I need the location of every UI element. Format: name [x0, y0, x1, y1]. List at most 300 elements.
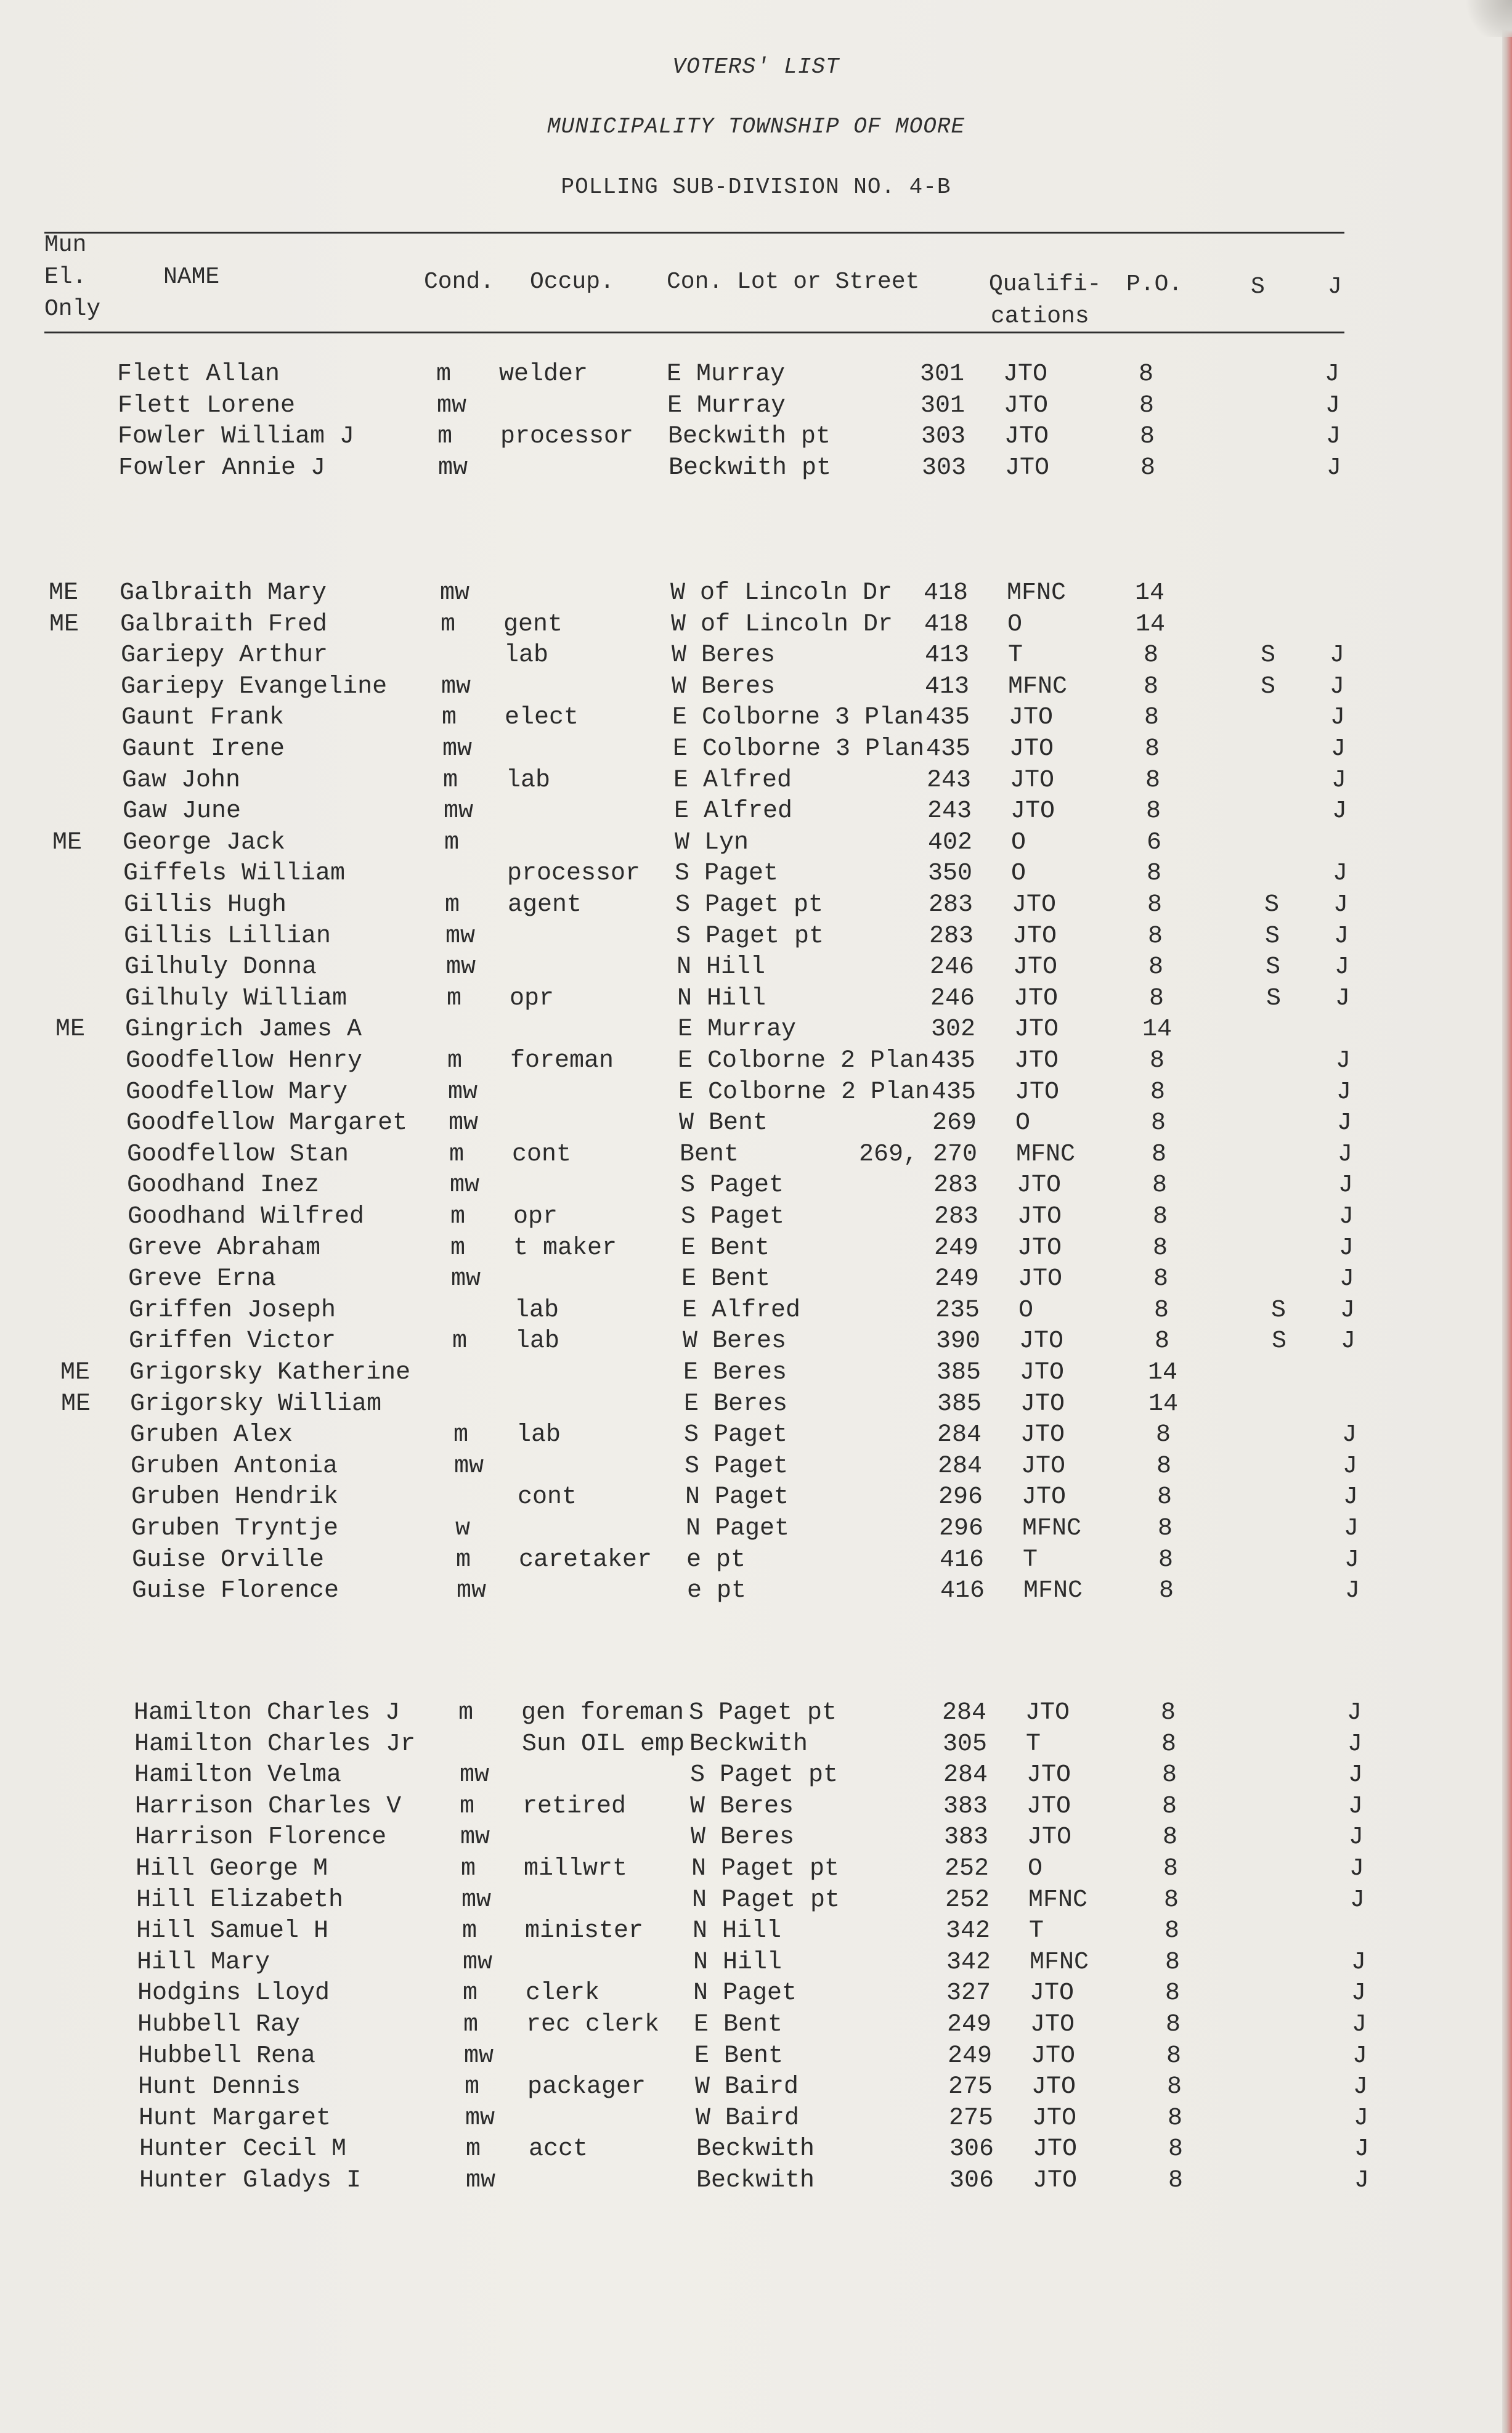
list-title: VOTERS' LIST	[672, 54, 840, 79]
cell-lot: 283	[929, 923, 973, 950]
cell-qual: JTO	[1013, 953, 1058, 981]
cell-s: S	[1261, 642, 1276, 669]
cell-lot: 284	[943, 1761, 988, 1789]
cell-street: E Colborne 3 Plan	[672, 704, 924, 732]
cell-name: Greve Abraham	[128, 1234, 321, 1262]
cell-lot: 435	[925, 704, 970, 732]
cell-occup: welder	[499, 361, 588, 388]
cell-j: J	[1330, 673, 1345, 701]
header-rule-bottom	[44, 332, 1344, 333]
cell-lot: 402	[927, 829, 972, 857]
cell-qual: MFNC	[1028, 1886, 1088, 1914]
cell-street: W Beres	[683, 1327, 787, 1355]
cell-name: Gillis Lillian	[124, 923, 331, 950]
cell-po: 14	[1142, 1016, 1172, 1043]
cell-lot: 327	[946, 1979, 991, 2007]
cell-po: 8	[1144, 735, 1160, 763]
cell-name: Hodgins Lloyd	[137, 1979, 330, 2007]
cell-street: S Paget pt	[675, 891, 824, 919]
cell-qual: JTO	[1014, 1016, 1059, 1043]
cell-j: J	[1354, 2135, 1370, 2163]
cell-cond: m	[466, 2135, 481, 2163]
cell-s: S	[1264, 891, 1280, 919]
cell-po: 8	[1150, 1078, 1165, 1106]
cell-po: 8	[1152, 1203, 1168, 1231]
cell-lot: 435	[930, 1047, 975, 1075]
cell-cond: mw	[442, 735, 473, 763]
cell-cond: m	[447, 985, 462, 1013]
cell-qual: JTO	[1012, 891, 1057, 919]
cell-street: Bent	[680, 1141, 739, 1168]
cell-street: S Paget	[680, 1172, 784, 1199]
cell-cond: m	[450, 1234, 466, 1262]
cell-po: 8	[1143, 673, 1158, 701]
cell-street: S Paget	[675, 860, 779, 887]
cell-name: Griffen Victor	[129, 1327, 336, 1355]
cell-occup: lab	[506, 767, 551, 794]
cell-cond: m	[465, 2073, 480, 2101]
cell-name: Hunter Cecil M	[139, 2135, 347, 2163]
cell-lot: 305	[942, 1730, 987, 1758]
cell-j: J	[1334, 923, 1349, 950]
cell-street: N Hill	[677, 985, 766, 1013]
cell-j: J	[1339, 1234, 1354, 1262]
col-mun-line2: El.	[44, 264, 87, 290]
cell-lot: 418	[923, 579, 968, 607]
cell-j: J	[1339, 1203, 1354, 1231]
cell-name: Hamilton Charles J	[134, 1699, 400, 1727]
cell-cond: m	[441, 611, 456, 638]
cell-cond: mw	[450, 1172, 480, 1199]
cell-cond: m	[463, 2011, 479, 2039]
cell-j: J	[1333, 860, 1348, 887]
cell-lot: 296	[938, 1515, 983, 1543]
col-qual-line1: Qualifi-	[989, 271, 1102, 298]
cell-j: J	[1337, 1109, 1352, 1137]
cell-lot: 283	[933, 1172, 978, 1199]
cell-name: Hunter Gladys I	[139, 2167, 362, 2195]
cell-cond: mw	[437, 392, 467, 420]
cell-po: 8	[1148, 953, 1163, 981]
cell-j: J	[1352, 2011, 1367, 2039]
cell-po: 6	[1146, 829, 1161, 857]
cell-po: 8	[1161, 1730, 1176, 1758]
cell-j: J	[1349, 1824, 1364, 1851]
cell-name: Hill Mary	[137, 1949, 270, 1976]
cell-po: 8	[1164, 1979, 1180, 2007]
cell-occup: lab	[515, 1327, 560, 1355]
cell-qual: T	[1026, 1730, 1041, 1758]
cell-name: Guise Florence	[132, 1577, 339, 1605]
cell-lot: 252	[944, 1855, 989, 1883]
cell-j: J	[1343, 1453, 1358, 1480]
cell-po: 8	[1166, 2073, 1182, 2101]
cell-street: E Beres	[684, 1390, 788, 1418]
cell-lot: 383	[943, 1793, 988, 1820]
cell-j: J	[1331, 767, 1347, 794]
cell-j: J	[1340, 1297, 1356, 1324]
cell-street: S Paget	[685, 1453, 789, 1480]
cell-po: 8	[1147, 891, 1162, 919]
cell-po: 14	[1135, 611, 1165, 638]
cell-street: e pt	[687, 1577, 747, 1605]
col-mun-line1: Mun	[44, 232, 87, 258]
cell-j: J	[1330, 704, 1346, 732]
cell-po: 14	[1147, 1359, 1177, 1387]
cell-po: 8	[1166, 2042, 1181, 2070]
cell-occup: millwrt	[524, 1855, 628, 1883]
cell-po: 14	[1148, 1390, 1178, 1418]
cell-j: J	[1332, 797, 1347, 825]
cell-street: W Beres	[672, 673, 776, 701]
cell-name: Goodhand Inez	[127, 1172, 320, 1199]
cell-street: E Murray	[678, 1016, 797, 1043]
cell-j: J	[1347, 1730, 1363, 1758]
cell-name: Gruben Antonia	[131, 1453, 338, 1480]
cell-qual: JTO	[1012, 923, 1057, 950]
cell-occup: opr	[513, 1203, 558, 1231]
cell-lot: 249	[946, 2011, 991, 2039]
cell-cond: m	[461, 1855, 476, 1883]
cell-qual: JTO	[1014, 1047, 1059, 1075]
cell-qual: JTO	[1033, 2135, 1078, 2163]
cell-street: Beckwith pt	[668, 423, 831, 450]
cell-po: 8	[1139, 392, 1154, 420]
cell-qual: JTO	[1026, 1761, 1071, 1789]
cell-cond: mw	[466, 2167, 496, 2195]
cell-po: 8	[1164, 1949, 1180, 1976]
cell-qual: JTO	[1010, 767, 1055, 794]
header-rule-top	[44, 232, 1344, 234]
cell-qual: JTO	[1030, 2011, 1075, 2039]
cell-cond: mw	[449, 1109, 479, 1137]
cell-occup: t maker	[513, 1234, 617, 1262]
col-j: J	[1328, 274, 1342, 300]
cell-j: J	[1353, 2073, 1368, 2101]
cell-name: Goodfellow Henry	[126, 1047, 363, 1075]
cell-occup: cont	[512, 1141, 572, 1168]
cell-j: J	[1331, 735, 1346, 763]
cell-street: Beckwith pt	[669, 454, 832, 482]
cell-lot: 303	[921, 423, 965, 450]
cell-qual: JTO	[1003, 361, 1048, 388]
cell-j: J	[1335, 985, 1351, 1013]
col-qual-line2: cations	[991, 303, 1089, 330]
cell-lot: 246	[930, 985, 975, 1013]
cell-street: E Colborne 3 Plan	[673, 735, 925, 763]
cell-qual: JTO	[1019, 1327, 1064, 1355]
cell-qual: O	[1018, 1297, 1034, 1324]
cell-street: E Murray	[667, 361, 786, 388]
cell-occup: packager	[527, 2073, 646, 2101]
cell-mun: ME	[60, 1359, 91, 1387]
cell-qual: MFNC	[1007, 579, 1067, 607]
cell-po: 8	[1153, 1265, 1168, 1293]
cell-j: J	[1344, 1546, 1360, 1574]
cell-street: W Beres	[691, 1824, 795, 1851]
cell-name: Giffels William	[123, 860, 346, 887]
cell-lot: 302	[930, 1016, 975, 1043]
cell-name: Goodhand Wilfred	[128, 1203, 365, 1231]
cell-name: Hamilton Velma	[134, 1761, 342, 1789]
cell-cond: m	[463, 1979, 478, 2007]
cell-qual: O	[1015, 1109, 1031, 1137]
cell-j: J	[1343, 1483, 1359, 1511]
cell-po: 8	[1157, 1515, 1173, 1543]
cell-qual: JTO	[1032, 2105, 1077, 2132]
cell-qual: MFNC	[1023, 1577, 1083, 1605]
cell-name: Gruben Hendrik	[131, 1483, 339, 1511]
cell-j: J	[1330, 642, 1345, 669]
cell-lot: 416	[940, 1577, 985, 1605]
cell-j: J	[1354, 2105, 1369, 2132]
cell-qual: JTO	[1020, 1359, 1065, 1387]
cell-mun: ME	[52, 829, 83, 857]
cell-cond: mw	[440, 579, 470, 607]
cell-cond: mw	[438, 454, 468, 482]
cell-cond: m	[450, 1203, 466, 1231]
cell-po: 8	[1149, 1047, 1164, 1075]
cell-cond: m	[437, 423, 453, 450]
cell-j: J	[1351, 1979, 1367, 2007]
cell-j: J	[1325, 392, 1341, 420]
cell-name: Harrison Charles V	[135, 1793, 402, 1820]
cell-s: S	[1265, 923, 1280, 950]
cell-qual: T	[1008, 642, 1023, 669]
cell-j: J	[1335, 953, 1350, 981]
cell-occup: lab	[514, 1297, 559, 1324]
cell-street: N Paget	[686, 1515, 790, 1543]
cell-name: Gingrich James A	[125, 1016, 362, 1043]
cell-cond: mw	[457, 1577, 487, 1605]
cell-qual: O	[1011, 829, 1026, 857]
cell-cond: m	[447, 1047, 463, 1075]
cell-lot: 435	[925, 735, 970, 763]
col-con-lot-street: Con. Lot or Street	[667, 269, 920, 295]
cell-j: J	[1349, 1855, 1365, 1883]
cell-qual: JTO	[1027, 1824, 1072, 1851]
cell-occup: clerk	[526, 1979, 600, 2007]
cell-street: E Beres	[683, 1359, 787, 1387]
cell-lot: 269	[932, 1109, 977, 1137]
cell-po: 8	[1168, 2167, 1183, 2195]
cell-qual: JTO	[1033, 2167, 1078, 2195]
cell-po: 8	[1158, 1577, 1174, 1605]
cell-qual: T	[1029, 1917, 1044, 1945]
cell-occup: Sun OIL emp	[522, 1730, 685, 1758]
cell-street: E Colborne 2 Plan	[678, 1078, 930, 1106]
cell-name: Hubbell Ray	[137, 2011, 301, 2039]
cell-po: 8	[1152, 1234, 1168, 1262]
cell-cond: mw	[463, 1949, 493, 1976]
cell-cond: mw	[448, 1078, 478, 1106]
cell-name: Fowler William J	[118, 423, 355, 450]
cell-po: 8	[1161, 1761, 1177, 1789]
col-s: S	[1251, 274, 1265, 300]
cell-lot: 435	[931, 1078, 976, 1106]
cell-cond: mw	[461, 1886, 492, 1914]
cell-j: J	[1344, 1515, 1359, 1543]
cell-po: 8	[1164, 1917, 1179, 1945]
cell-name: Hubbell Rena	[138, 2042, 316, 2070]
cell-name: Goodfellow Mary	[126, 1078, 348, 1106]
cell-j: J	[1348, 1761, 1364, 1789]
cell-cond: mw	[465, 2105, 495, 2132]
cell-po: 8	[1145, 767, 1160, 794]
cell-j: J	[1338, 1141, 1353, 1168]
cell-qual: JTO	[1021, 1453, 1066, 1480]
cell-s: S	[1261, 673, 1276, 701]
cell-po: 8	[1148, 985, 1164, 1013]
cell-name: Greve Erna	[128, 1265, 277, 1293]
cell-j: J	[1341, 1327, 1356, 1355]
cell-cond: m	[458, 1699, 474, 1727]
cell-street: S Paget	[681, 1203, 785, 1231]
cell-po: 14	[1134, 579, 1164, 607]
cell-name: Hamilton Charles Jr	[134, 1730, 416, 1758]
cell-s: S	[1266, 985, 1282, 1013]
cell-cond: m	[436, 361, 452, 388]
cell-occup: processor	[507, 860, 641, 887]
cell-cond: mw	[460, 1824, 490, 1851]
cell-j: J	[1333, 891, 1349, 919]
cell-lot: 413	[924, 642, 969, 669]
cell-qual: JTO	[1031, 2073, 1076, 2101]
cell-occup: foreman	[510, 1047, 614, 1075]
cell-lot: 303	[921, 454, 966, 482]
cell-lot: 275	[948, 2105, 993, 2132]
cell-occup: lab	[504, 642, 549, 669]
cell-j: J	[1339, 1265, 1355, 1293]
cell-po: 8	[1143, 642, 1158, 669]
cell-occup: acct	[529, 2135, 588, 2163]
cell-cond: m	[462, 1917, 478, 1945]
cell-j: J	[1351, 1949, 1367, 1976]
cell-street: e pt	[686, 1546, 746, 1574]
cell-mun: ME	[49, 579, 79, 607]
cell-street: N Hill	[693, 1917, 782, 1945]
cell-j: J	[1325, 361, 1340, 388]
page-corner-curl	[1457, 0, 1512, 37]
cell-qual: JTO	[1004, 392, 1049, 420]
cell-street: E Alfred	[682, 1297, 801, 1324]
cell-qual: JTO	[1030, 1979, 1075, 2007]
col-mun-line3: Only	[44, 296, 101, 322]
cell-occup: gen foreman	[521, 1699, 685, 1727]
cell-occup: opr	[510, 985, 555, 1013]
cell-lot: 243	[926, 767, 971, 794]
cell-name: Flett Lorene	[118, 392, 296, 420]
cell-qual: JTO	[1010, 797, 1055, 825]
cell-name: Gaunt Frank	[121, 704, 285, 732]
cell-po: 8	[1155, 1421, 1171, 1449]
cell-po: 8	[1147, 923, 1163, 950]
cell-qual: JTO	[1005, 454, 1050, 482]
cell-name: Flett Allan	[117, 361, 280, 388]
cell-lot: 342	[946, 1949, 991, 1976]
cell-street: W Baird	[695, 2073, 799, 2101]
cell-po: 8	[1156, 1453, 1171, 1480]
cell-lot: 235	[935, 1297, 980, 1324]
cell-qual: O	[1007, 611, 1023, 638]
cell-occup: gent	[503, 611, 563, 638]
cell-name: Grigorsky William	[130, 1390, 382, 1418]
cell-qual: O	[1028, 1855, 1043, 1883]
cell-name: Gillis Hugh	[124, 891, 287, 919]
cell-street: N Paget pt	[692, 1886, 840, 1914]
cell-qual: JTO	[1017, 1203, 1062, 1231]
cell-name: Hunt Margaret	[139, 2105, 331, 2132]
cell-cond: w	[455, 1515, 471, 1543]
cell-name: Gruben Tryntje	[131, 1515, 339, 1543]
cell-street: Beckwith	[696, 2135, 815, 2163]
cell-street: W Beres	[690, 1793, 794, 1820]
cell-mun: ME	[61, 1390, 91, 1418]
cell-qual: JTO	[1025, 1699, 1070, 1727]
cell-mun: ME	[49, 611, 79, 638]
cell-j: J	[1342, 1421, 1357, 1449]
cell-lot: 383	[943, 1824, 988, 1851]
cell-qual: MFNC	[1030, 1949, 1089, 1976]
cell-po: 8	[1163, 1855, 1178, 1883]
cell-name: Hill Samuel H	[136, 1917, 329, 1945]
cell-cond: m	[456, 1546, 471, 1574]
cell-qual: MFNC	[1016, 1141, 1076, 1168]
cell-j: J	[1350, 1886, 1365, 1914]
cell-name: Galbraith Fred	[120, 611, 328, 638]
cell-street: S Paget pt	[676, 923, 824, 950]
col-cond: Cond.	[424, 269, 495, 295]
cell-qual: JTO	[1017, 1172, 1062, 1199]
cell-name: Gilhuly Donna	[124, 953, 317, 981]
cell-cond: m	[453, 1421, 469, 1449]
cell-qual: O	[1011, 860, 1026, 887]
cell-street: E Alfred	[674, 797, 793, 825]
cell-j: J	[1347, 1699, 1362, 1727]
cell-cond: m	[445, 891, 460, 919]
cell-lot: 252	[945, 1886, 990, 1914]
cell-s: S	[1266, 953, 1281, 981]
subdivision-line: POLLING SUB-DIVISION NO. 4-B	[561, 174, 951, 200]
cell-po: 8	[1144, 704, 1159, 732]
cell-po: 8	[1163, 1886, 1179, 1914]
cell-lot: 306	[949, 2167, 994, 2195]
cell-cond: m	[442, 704, 457, 732]
cell-occup: retired	[522, 1793, 627, 1820]
cell-po: 8	[1146, 860, 1161, 887]
cell-cond: mw	[445, 923, 476, 950]
cell-qual: JTO	[1009, 704, 1054, 732]
cell-cond: m	[443, 767, 458, 794]
cell-name: Hunt Dennis	[138, 2073, 301, 2101]
cell-occup: caretaker	[519, 1546, 652, 1574]
cell-qual: JTO	[1026, 1793, 1071, 1820]
cell-cond: m	[449, 1141, 465, 1168]
cell-lot: 249	[947, 2042, 992, 2070]
cell-qual: JTO	[1018, 1265, 1063, 1293]
cell-street: W Beres	[672, 642, 776, 669]
cell-qual: MFNC	[1008, 673, 1068, 701]
cell-lot: 413	[924, 673, 969, 701]
cell-name: Galbraith Mary	[120, 579, 327, 607]
cell-street: S Paget pt	[690, 1761, 839, 1789]
cell-street: E Bent	[694, 2011, 783, 2039]
cell-street: E Bent	[681, 1234, 770, 1262]
cell-name: Goodfellow Margaret	[126, 1109, 408, 1137]
cell-street: W Lyn	[675, 829, 749, 857]
cell-j: J	[1348, 1793, 1364, 1820]
cell-occup: lab	[516, 1421, 561, 1449]
